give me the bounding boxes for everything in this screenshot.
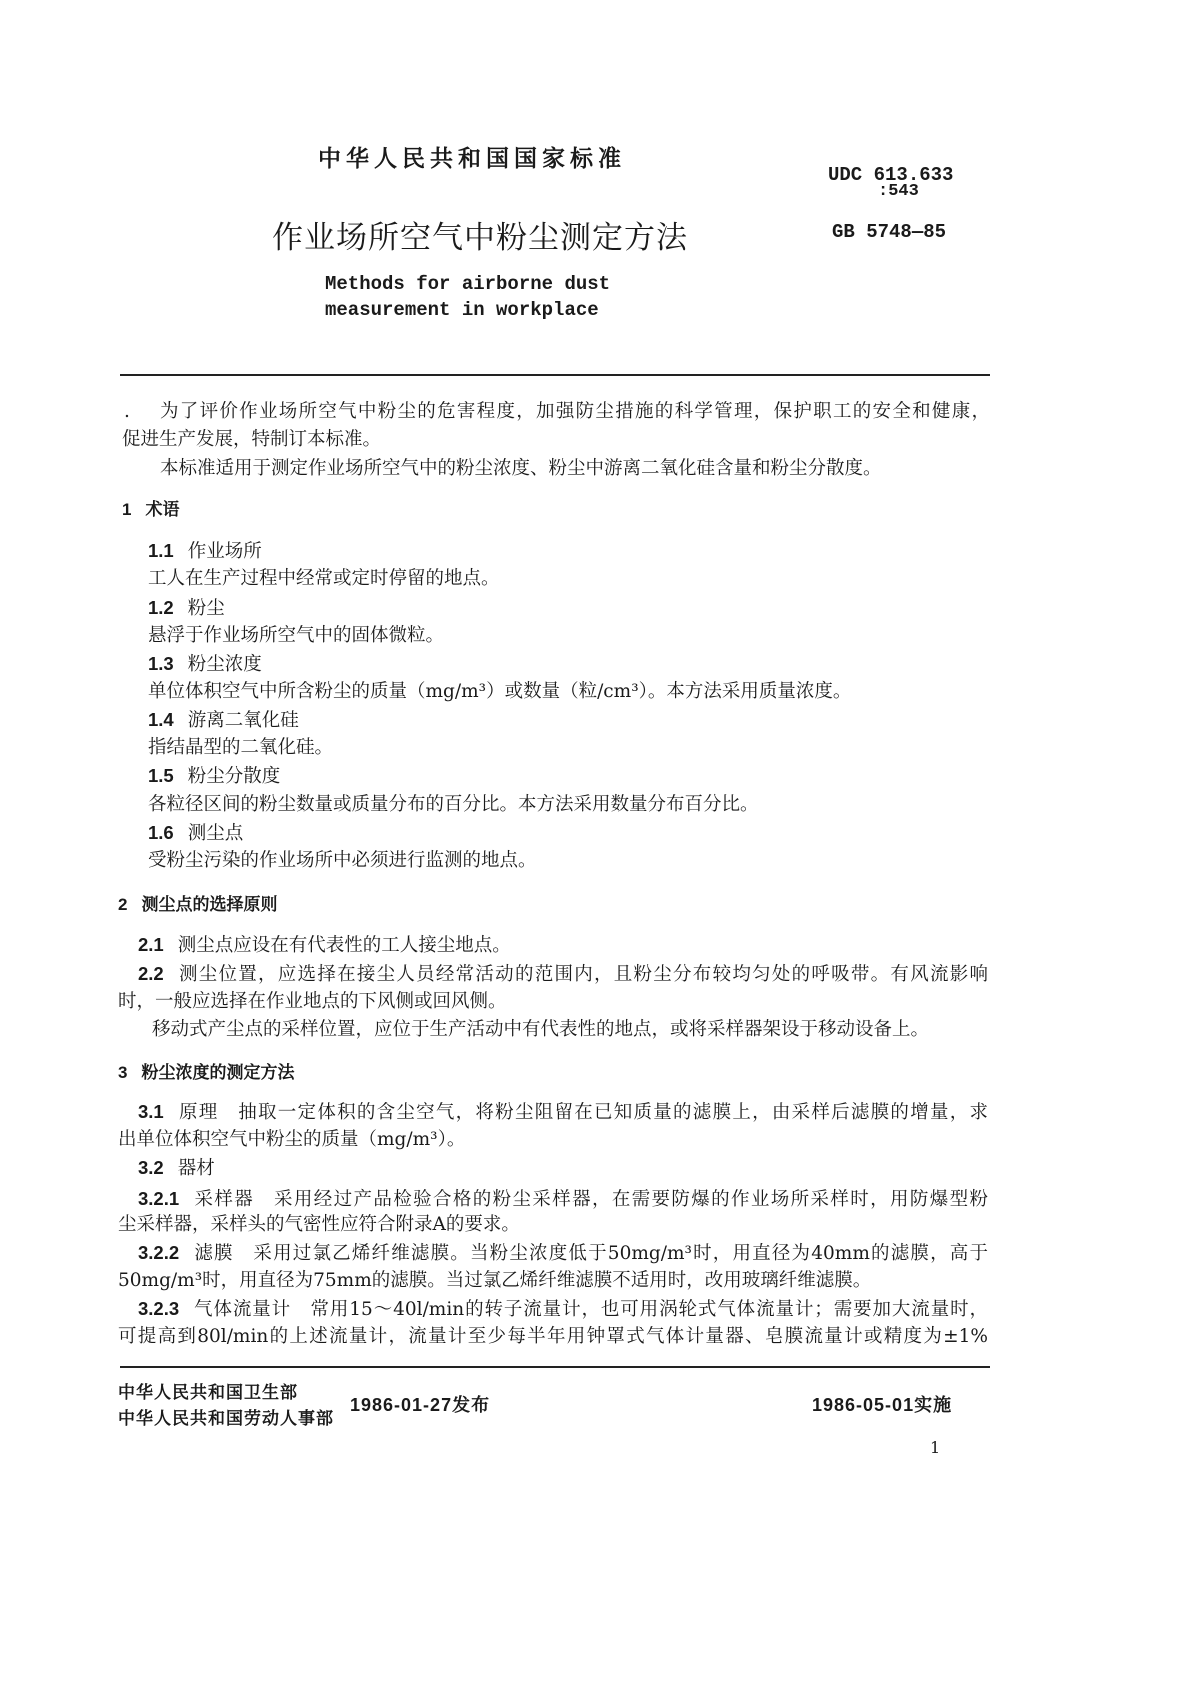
clause-3-2-1-line1: 3.2.1 采样器 采用经过产品检验合格的粉尘采样器，在需要防爆的作业场所采样时，用防爆型粉 bbox=[138, 1188, 988, 1210]
intro-scope: 本标准适用于测定作业场所空气中的粉尘浓度、粉尘中游离二氧化硅含量和粉尘分散度。 bbox=[160, 458, 882, 479]
footer-divider bbox=[120, 1366, 990, 1368]
section2-heading: 2 测尘点的选择原则 bbox=[118, 895, 278, 915]
section1-heading: 1 术语 bbox=[122, 500, 180, 520]
header-divider bbox=[120, 374, 990, 376]
issuer-ministry-labour: 中华人民共和国劳动人事部 bbox=[118, 1409, 334, 1429]
clause-2-2-line2: 时，一般应选择在作业地点的下风侧或回风侧。 bbox=[118, 991, 507, 1012]
clause-3-2: 3.2 器材 bbox=[138, 1157, 215, 1179]
section3-heading: 3 粉尘浓度的测定方法 bbox=[118, 1063, 295, 1083]
intro-paragraph-line2: 促进生产发展，特制订本标准。 bbox=[122, 429, 382, 450]
english-title-line2: measurement in workplace bbox=[325, 299, 599, 321]
term-1-3: 1.3 粉尘浓度 bbox=[148, 653, 262, 675]
term-1-6: 1.6 测尘点 bbox=[148, 822, 244, 844]
effective-date: 1986-05-01实施 bbox=[812, 1395, 953, 1415]
udc-sub-code: :543 bbox=[878, 182, 919, 201]
clause-3-1-line1: 3.1 原理 抽取一定体积的含尘空气，将粉尘阻留在已知质量的滤膜上，由采样后滤膜的增量，求 bbox=[138, 1101, 988, 1123]
term-1-6-def: 受粉尘污染的作业场所中必须进行监测的地点。 bbox=[148, 850, 537, 871]
term-1-4-def: 指结晶型的二氧化硅。 bbox=[148, 737, 334, 758]
page-number: 1 bbox=[930, 1438, 941, 1457]
clause-3-1-line2: 出单位体积空气中粉尘的质量（mg/m³）。 bbox=[118, 1129, 466, 1150]
clause-2-2-line3: 移动式产尘点的采样位置，应位于生产活动中有代表性的地点，或将采样器架设于移动设备上。 bbox=[152, 1019, 930, 1040]
clause-3-2-3-line2: 可提高到80l/min的上述流量计，流量计至少每半年用钟罩式气体计量器、皂膜流量计或精度为±1% bbox=[118, 1326, 988, 1347]
clause-3-2-2-line2: 50mg/m³时，用直径为75mm的滤膜。当过氯乙烯纤维滤膜不适用时，改用玻璃纤维滤膜。 bbox=[118, 1270, 872, 1291]
term-1-5-def: 各粒径区间的粉尘数量或质量分布的百分比。本方法采用数量分布百分比。 bbox=[148, 794, 759, 815]
clause-3-2-1-line2: 尘采样器，采样头的气密性应符合附录A的要求。 bbox=[118, 1214, 520, 1235]
english-title-line1: Methods for airborne dust bbox=[325, 273, 611, 295]
issue-date: 1986-01-27发布 bbox=[350, 1395, 491, 1415]
term-1-5: 1.5 粉尘分散度 bbox=[148, 765, 281, 787]
term-1-2: 1.2 粉尘 bbox=[148, 597, 225, 619]
document-title: 作业场所空气中粉尘测定方法 bbox=[272, 220, 688, 256]
clause-3-2-2-line1: 3.2.2 滤膜 采用过氯乙烯纤维滤膜。当粉尘浓度低于50mg/m³时，用直径为40mm的滤膜，高于 bbox=[138, 1242, 988, 1264]
org-title: 中华人民共和国国家标准 bbox=[318, 146, 626, 172]
term-1-4: 1.4 游离二氧化硅 bbox=[148, 709, 299, 731]
udc-code: UDC 613.633 bbox=[828, 164, 954, 186]
clause-3-2-3-line1: 3.2.3 气体流量计 常用15～40l/min的转子流量计，也可用涡轮式气体流量计；需要加大流量时， bbox=[138, 1298, 988, 1320]
term-1-2-def: 悬浮于作业场所空气中的固体微粒。 bbox=[148, 625, 445, 646]
clause-2-1: 2.1 测尘点应设在有代表性的工人接尘地点。 bbox=[138, 934, 511, 956]
term-1-1-def: 工人在生产过程中经常或定时停留的地点。 bbox=[148, 568, 500, 589]
intro-bullet: . bbox=[124, 401, 130, 422]
intro-paragraph-line1: 为了评价作业场所空气中粉尘的危害程度，加强防尘措施的科学管理，保护职工的安全和健康， bbox=[160, 401, 990, 422]
clause-2-2-line1: 2.2 测尘位置，应选择在接尘人员经常活动的范围内，且粉尘分布较均匀处的呼吸带。有风流影响 bbox=[138, 963, 988, 985]
term-1-1: 1.1 作业场所 bbox=[148, 540, 262, 562]
term-1-3-def: 单位体积空气中所含粉尘的质量（mg/m³）或数量（粒/cm³）。本方法采用质量浓度。 bbox=[148, 681, 852, 702]
issuer-ministry-health: 中华人民共和国卫生部 bbox=[118, 1383, 298, 1403]
standard-number: GB 5748—85 bbox=[832, 221, 947, 243]
